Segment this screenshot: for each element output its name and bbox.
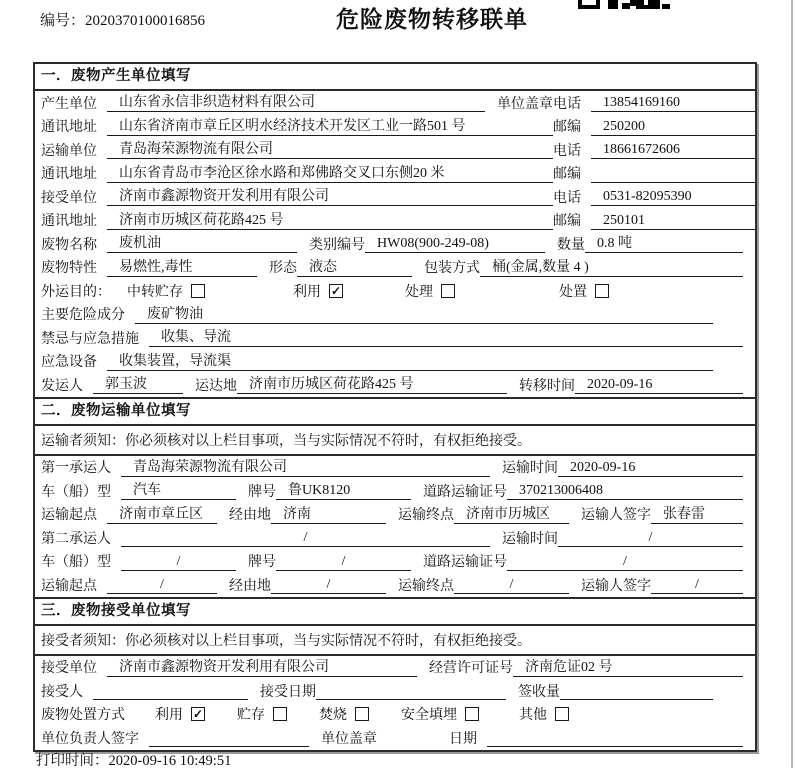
transfer-form	[33, 62, 757, 752]
option-label: 贮存	[237, 708, 265, 724]
vehicle-type-label: 车（船）型	[41, 484, 111, 500]
zip-label: 邮编	[553, 120, 581, 136]
section-transporter	[35, 397, 755, 597]
row-hazard	[35, 303, 755, 327]
checkbox-icon	[355, 707, 369, 721]
route2-end-value: /	[454, 575, 569, 594]
transporter-value: 青岛海荣源物流有限公司	[107, 140, 553, 159]
producer-phone-value: 13854169160	[591, 93, 755, 112]
section-producer	[35, 64, 755, 397]
section3-header: 三．废物接受单位填写	[35, 599, 755, 626]
receiving-unit-value: 济南市鑫源物资开发利用有限公司	[107, 658, 417, 677]
section2-header: 二．废物运输单位填写	[35, 399, 755, 426]
waste-name-label: 废物名称	[41, 237, 97, 253]
row-emergency	[35, 326, 755, 350]
waste-props-value: 易燃性,毒性	[107, 258, 257, 277]
carrier1-value: 青岛海荣源物流有限公司	[121, 458, 490, 477]
receipt-qty-value	[560, 681, 713, 700]
row-waste-name	[35, 232, 755, 256]
vehicle-type-label: 车（船）型	[41, 555, 111, 571]
seal-label: 单位盖章	[497, 96, 553, 112]
route1-via-value: 济南	[271, 505, 386, 524]
license-label: 经营许可证号	[429, 661, 513, 677]
carrier2-label: 第二承运人	[41, 531, 111, 547]
carrier1-label: 第一承运人	[41, 461, 111, 477]
carrier2-value: /	[121, 528, 490, 547]
document-number-label: 编号：	[40, 13, 86, 29]
transfer-time-label: 转移时间	[519, 378, 575, 394]
seal-label: 单位盖章	[321, 731, 377, 747]
producer-phone-block	[553, 93, 755, 113]
license-value: 济南危证02 号	[513, 658, 743, 677]
producer-value: 山东省永信非织造材料有限公司	[107, 93, 485, 112]
address-label: 通讯地址	[41, 120, 97, 136]
receiver-notice: 接受者须知：你必须核对以上栏目事项，当与实际情况不符时，有权拒绝接受。	[35, 626, 755, 656]
emergency-label: 禁忌与应急措施	[41, 331, 139, 347]
waste-form-value: 液态	[297, 258, 412, 277]
row-vehicle2	[35, 550, 755, 574]
transport-time-label: 运输时间	[502, 531, 558, 547]
row-transporter	[35, 138, 755, 162]
transporter-phone-value: 18661672606	[591, 140, 755, 159]
row-signature	[35, 726, 755, 750]
checkbox-checked-icon: ✓	[330, 283, 342, 298]
print-time-label: 打印时间：	[36, 753, 109, 769]
section-receiver	[35, 597, 755, 750]
waste-name-value: 废机油	[107, 234, 297, 253]
route-sign-label: 运输人签字	[581, 508, 651, 524]
waste-props-label: 废物特性	[41, 261, 97, 277]
route1-sign-value: 张春雷	[651, 505, 743, 524]
receiver-label: 接受单位	[41, 190, 97, 206]
route-start-label: 运输起点	[41, 578, 97, 594]
transporter-notice: 运输者须知：你必须核对以上栏目事项，当与实际情况不符时，有权拒绝接受。	[35, 426, 755, 456]
phone-label: 电话	[553, 143, 581, 159]
row-waste-props	[35, 256, 755, 280]
address-label: 通讯地址	[41, 214, 97, 230]
transfer-time-value: 2020-09-16	[575, 375, 743, 394]
row-acceptor	[35, 679, 755, 703]
option-label: 中转贮存	[127, 284, 183, 300]
row-carrier2	[35, 526, 755, 550]
accept-date-label: 接受日期	[260, 684, 316, 700]
transporter-zip-value	[591, 164, 755, 183]
purpose-option-treat	[405, 281, 455, 301]
option-label: 焚烧	[319, 708, 347, 724]
producer-address-value: 山东省济南市章丘区明水经济技术开发区工业一路501 号	[107, 117, 553, 136]
option-label: 其他	[519, 708, 547, 724]
print-time-value: 2020-09-16 10:49:51	[108, 753, 232, 769]
print-time	[36, 749, 231, 770]
row-receiving-unit	[35, 656, 755, 680]
acceptor-label: 接受人	[41, 684, 83, 700]
qr-code-fragment	[578, 0, 670, 9]
zip-label: 邮编	[553, 167, 581, 183]
route-via-label: 经由地	[229, 508, 271, 524]
disposal-option-storage	[237, 704, 287, 724]
shipper-label: 发运人	[41, 378, 83, 394]
vehicle1-type-value: 汽车	[121, 481, 236, 500]
waste-form-label: 形态	[269, 261, 297, 277]
date-value	[487, 728, 743, 747]
plate-label: 牌号	[248, 484, 276, 500]
waste-code-label: 类别编号	[309, 237, 365, 253]
row-receiver	[35, 185, 755, 209]
route-sign-label: 运输人签字	[581, 578, 651, 594]
transporter-zip-block	[553, 163, 755, 183]
route2-via-value: /	[271, 575, 386, 594]
permit-label: 道路运输证号	[423, 484, 507, 500]
transporter-label: 运输单位	[41, 143, 97, 159]
purpose-option-utilize	[293, 281, 343, 301]
checkbox-icon	[441, 284, 455, 298]
disposal-option-utilize	[155, 704, 205, 724]
hazard-label: 主要危险成分	[41, 308, 125, 324]
phone-label: 电话	[553, 96, 581, 112]
row-producer	[35, 91, 755, 115]
row-producer-address	[35, 115, 755, 139]
receiving-unit-label: 接受单位	[41, 661, 97, 677]
receiver-address-value: 济南市历城区荷花路425 号	[107, 211, 553, 230]
row-carrier1	[35, 456, 755, 480]
route2-sign-value: /	[651, 575, 743, 594]
purpose-option-transfer-storage	[127, 281, 205, 301]
date-label: 日期	[449, 731, 477, 747]
waste-code-value: HW08(900-249-08)	[365, 234, 545, 253]
page-edge-line	[791, 0, 793, 768]
option-label: 利用	[293, 284, 321, 300]
disposal-option-incinerate	[319, 704, 369, 724]
vehicle1-permit-value: 370213006408	[507, 481, 743, 500]
route-via-label: 经由地	[229, 578, 271, 594]
checkbox-icon	[555, 707, 569, 721]
hazard-value: 废矿物油	[135, 305, 713, 324]
emergency-value: 收集、导流	[149, 328, 743, 347]
equipment-value: 收集装置，导流渠	[107, 352, 713, 371]
waste-pack-label: 包装方式	[424, 261, 480, 277]
signature-label: 单位负责人签字	[41, 731, 139, 747]
vehicle2-permit-value: /	[507, 552, 743, 571]
dest-value: 济南市历城区荷花路425 号	[237, 375, 507, 394]
receiver-phone-value: 0531-82095390	[591, 187, 755, 206]
vehicle2-plate-value: /	[276, 552, 411, 571]
vehicle2-type-value: /	[121, 552, 236, 571]
receiver-zip-block	[553, 210, 755, 230]
row-vehicle1	[35, 479, 755, 503]
option-label: 安全填埋	[401, 708, 457, 724]
transport-time-label: 运输时间	[502, 461, 558, 477]
waste-qty-value: 0.8 吨	[585, 234, 743, 253]
shipper-value: 郭玉波	[93, 375, 183, 394]
checkbox-icon	[273, 707, 287, 721]
acceptor-value	[93, 681, 248, 700]
dest-label: 运达地	[195, 378, 237, 394]
row-equipment	[35, 350, 755, 374]
row-route1	[35, 503, 755, 527]
row-shipper	[35, 373, 755, 397]
checkbox-icon	[595, 284, 609, 298]
route1-start-value: 济南市章丘区	[107, 505, 217, 524]
document-number-value: 2020370100016856	[85, 13, 206, 29]
route-end-label: 运输终点	[398, 578, 454, 594]
page-title: 危险废物转移联单	[336, 7, 528, 32]
section1-header: 一．废物产生单位填写	[35, 64, 755, 91]
route-start-label: 运输起点	[41, 508, 97, 524]
receiver-zip-value: 250101	[591, 211, 755, 230]
producer-zip-block	[553, 116, 755, 136]
disposal-option-other	[519, 704, 569, 724]
option-label: 利用	[155, 708, 183, 724]
option-label: 处理	[405, 284, 433, 300]
signature-value	[149, 728, 309, 747]
producer-zip-value: 250200	[591, 117, 755, 136]
plate-label: 牌号	[248, 555, 276, 571]
accept-date-value	[316, 681, 506, 700]
receipt-qty-label: 签收量	[518, 684, 560, 700]
purpose-option-dispose	[559, 281, 609, 301]
waste-pack-value: 桶(金属,数量 4 )	[480, 258, 743, 277]
receiver-phone-block	[553, 187, 755, 207]
address-label: 通讯地址	[41, 167, 97, 183]
row-transporter-address	[35, 162, 755, 186]
route2-start-value: /	[107, 575, 217, 594]
phone-label: 电话	[553, 190, 581, 206]
waste-qty-label: 数量	[557, 237, 585, 253]
receiver-value: 济南市鑫源物资开发利用有限公司	[107, 187, 553, 206]
equipment-label: 应急设备	[41, 355, 97, 371]
route1-end-value: 济南市历城区	[454, 505, 569, 524]
carrier1-time-value: 2020-09-16	[558, 458, 743, 477]
disposal-label: 废物处置方式	[41, 708, 125, 724]
zip-label: 邮编	[553, 214, 581, 230]
row-receiver-address	[35, 209, 755, 233]
purpose-label: 外运目的：	[41, 284, 111, 300]
carrier2-time-value: /	[558, 528, 743, 547]
route-end-label: 运输终点	[398, 508, 454, 524]
row-purpose	[35, 279, 755, 303]
transporter-phone-block	[553, 140, 755, 160]
checkbox-checked-icon: ✓	[192, 707, 204, 722]
checkbox-icon	[465, 707, 479, 721]
vehicle1-plate-value: 鲁UK8120	[276, 481, 411, 500]
permit-label: 道路运输证号	[423, 555, 507, 571]
row-route2	[35, 573, 755, 597]
option-label: 处置	[559, 284, 587, 300]
checkbox-icon	[191, 284, 205, 298]
producer-label: 产生单位	[41, 96, 97, 112]
row-disposal	[35, 703, 755, 727]
disposal-option-landfill	[401, 704, 479, 724]
transporter-address-value: 山东省青岛市李沧区徐水路和郑佛路交叉口东侧20 米	[107, 164, 553, 183]
